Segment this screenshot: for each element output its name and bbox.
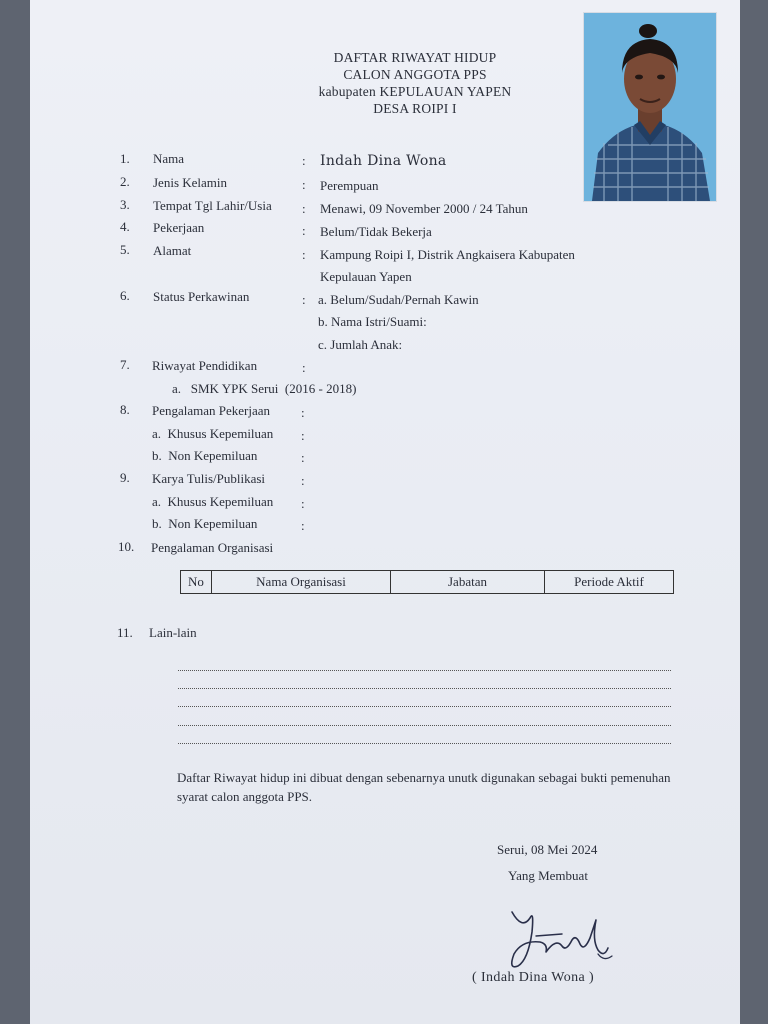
value-alamat-line2: Kepulauan Yapen bbox=[320, 269, 412, 284]
label-tempat-tgl-lahir: Tempat Tgl Lahir/Usia bbox=[153, 198, 272, 213]
col-nama-organisasi: Nama Organisasi bbox=[212, 571, 391, 594]
label-non-kepemiluan: b. Non Kepemiluan bbox=[152, 448, 258, 463]
value-jenis-kelamin: Perempuan bbox=[320, 178, 379, 193]
dotted-line bbox=[178, 743, 671, 744]
colon: : bbox=[301, 405, 305, 420]
field-number: 7. bbox=[120, 357, 130, 372]
colon: : bbox=[302, 247, 306, 262]
label-riwayat-pendidikan: Riwayat Pendidikan bbox=[152, 358, 258, 373]
field-number: 1. bbox=[120, 151, 130, 166]
field-number: 4. bbox=[120, 219, 130, 234]
field-number: 6. bbox=[120, 288, 130, 303]
label-pengalaman-organisasi: Pengalaman Organisasi bbox=[151, 540, 274, 555]
colon: : bbox=[302, 201, 306, 216]
field-number: 11. bbox=[117, 625, 133, 640]
colon: : bbox=[302, 292, 306, 307]
doc-title-line2: CALON ANGGOTA PPS bbox=[343, 67, 487, 82]
colon: : bbox=[301, 518, 305, 533]
label-pekerjaan: Pekerjaan bbox=[153, 220, 205, 235]
col-periode-aktif: Periode Aktif bbox=[545, 571, 674, 594]
value-tempat-tgl-lahir: Menawi, 09 November 2000 / 24 Tahun bbox=[320, 201, 528, 216]
colon: : bbox=[302, 177, 306, 192]
label-alamat: Alamat bbox=[153, 243, 192, 258]
field-number: 5. bbox=[120, 242, 130, 257]
dotted-line bbox=[178, 725, 671, 726]
col-jabatan: Jabatan bbox=[391, 571, 545, 594]
field-number: 2. bbox=[120, 174, 130, 189]
label-lain-lain: Lain-lain bbox=[149, 625, 197, 640]
document-page bbox=[30, 0, 740, 1024]
value-nama-istri-suami: b. Nama Istri/Suami: bbox=[318, 314, 427, 329]
signatory-name: ( Indah Dina Wona ) bbox=[472, 970, 595, 985]
colon: : bbox=[301, 473, 305, 488]
value-jumlah-anak: c. Jumlah Anak: bbox=[318, 337, 403, 352]
colon: : bbox=[302, 153, 306, 168]
dotted-line bbox=[178, 706, 671, 707]
dotted-line bbox=[178, 688, 671, 689]
label-karya-tulis: Karya Tulis/Publikasi bbox=[152, 471, 266, 486]
dotted-line bbox=[178, 670, 671, 671]
colon: : bbox=[301, 428, 305, 443]
statement-paragraph: Daftar Riwayat hidup ini dibuat dengan sebenarnya unutk digunakan sebagai bukti pemenuhan syarat calon anggota PPS. bbox=[177, 770, 671, 804]
colon: : bbox=[302, 360, 306, 375]
value-pendidikan-smk: a. SMK YPK Serui (2016 - 2018) bbox=[172, 381, 357, 396]
doc-title-line1: DAFTAR RIWAYAT HIDUP bbox=[333, 50, 497, 65]
label-jenis-kelamin: Jenis Kelamin bbox=[153, 175, 228, 190]
field-number: 9. bbox=[120, 470, 130, 485]
label-nama: Nama bbox=[153, 151, 185, 166]
value-alamat: Kampung Roipi I, Distrik Angkaisera Kabupaten bbox=[320, 247, 575, 262]
applicant-photo bbox=[583, 12, 717, 202]
doc-title-line3: kabupaten KEPULAUAN YAPEN bbox=[318, 84, 512, 99]
doc-title-line4: DESA ROIPI I bbox=[373, 101, 457, 116]
organization-table bbox=[180, 570, 674, 594]
place-date: Serui, 08 Mei 2024 bbox=[497, 842, 598, 857]
signature-mark bbox=[500, 900, 620, 972]
colon: : bbox=[302, 223, 306, 238]
label-khusus-kepemiluan: a. Khusus Kepemiluan bbox=[152, 426, 274, 441]
colon: : bbox=[301, 496, 305, 511]
value-pekerjaan: Belum/Tidak Bekerja bbox=[320, 224, 432, 239]
label-khusus-kepemiluan: a. Khusus Kepemiluan bbox=[152, 494, 274, 509]
value-status-kawin: a. Belum/Sudah/Pernah Kawin bbox=[318, 292, 479, 307]
label-status-perkawinan: Status Perkawinan bbox=[153, 289, 250, 304]
field-number: 8. bbox=[120, 402, 130, 417]
label-non-kepemiluan: b. Non Kepemiluan bbox=[152, 516, 258, 531]
portrait-image bbox=[584, 13, 716, 201]
col-no: No bbox=[181, 571, 212, 594]
colon: : bbox=[301, 450, 305, 465]
label-pengalaman-pekerjaan: Pengalaman Pekerjaan bbox=[152, 403, 271, 418]
value-nama: Indah Dina Wona bbox=[320, 153, 447, 169]
field-number: 3. bbox=[120, 197, 130, 212]
field-number: 10. bbox=[118, 539, 135, 554]
table-header-row bbox=[181, 571, 674, 594]
yang-membuat: Yang Membuat bbox=[508, 868, 588, 883]
